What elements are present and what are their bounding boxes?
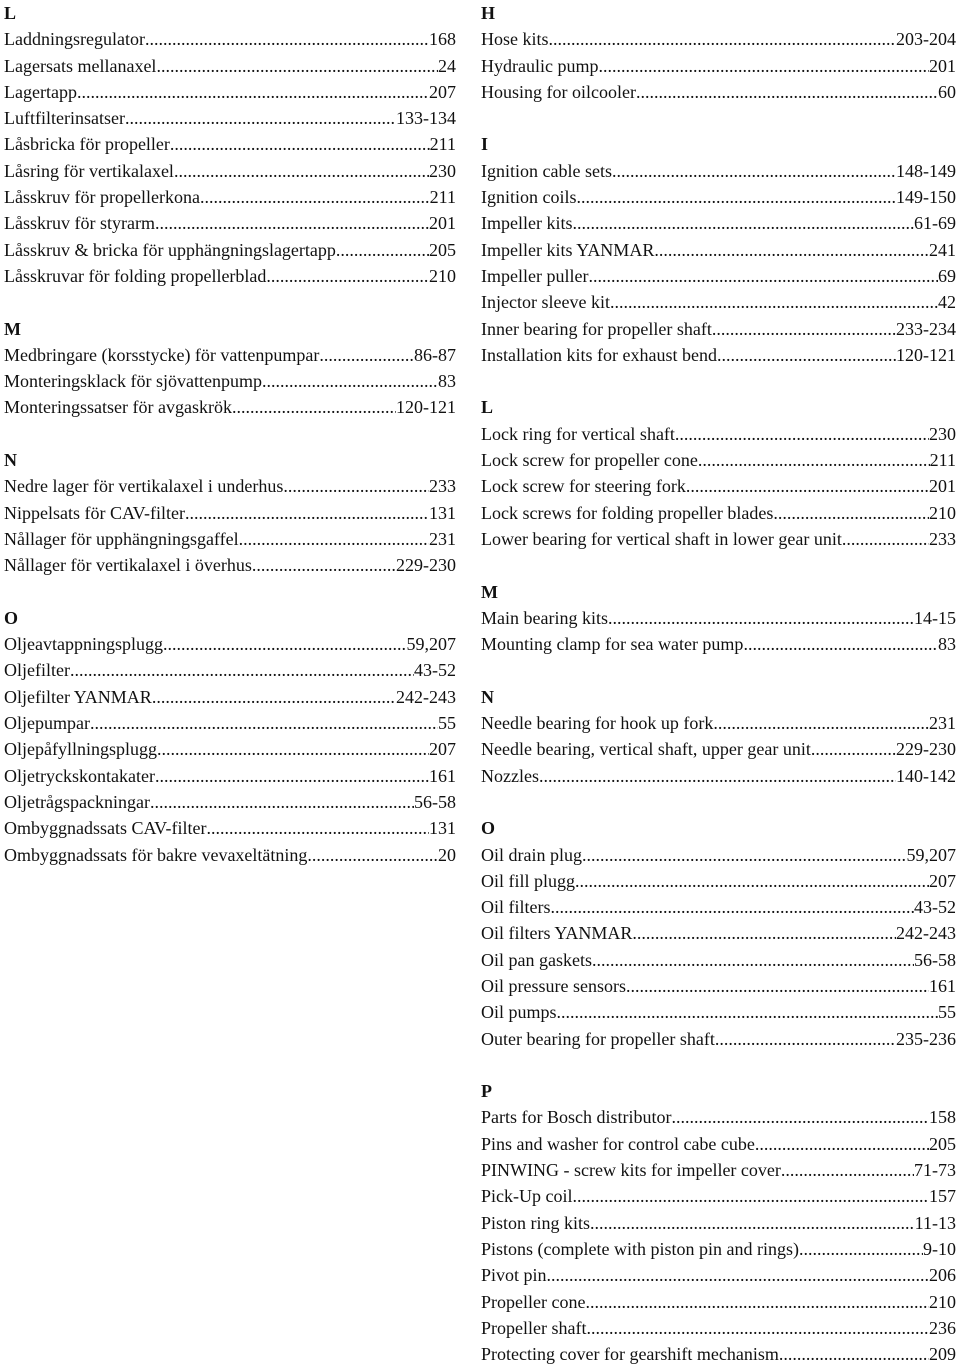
- entry-label: Låsskruv för styrarm: [4, 213, 155, 234]
- entry-page-number: 148-149: [896, 160, 956, 181]
- index-entry: [481, 1131, 956, 1157]
- index-entry: [481, 158, 956, 184]
- index-entry: [481, 1157, 956, 1183]
- index-entry: [481, 316, 956, 342]
- entry-page-number: 210: [929, 1291, 956, 1312]
- index-column-right: [481, 0, 956, 1367]
- entry-page-number: 210: [929, 502, 956, 523]
- index-entry: [481, 421, 956, 447]
- entry-label: Needle bearing, vertical shaft, upper gear unit: [481, 739, 811, 760]
- dot-leader: [577, 184, 897, 210]
- entry-page-number: 205: [429, 239, 456, 260]
- index-entry: [4, 789, 456, 815]
- dot-leader: [842, 526, 929, 552]
- entry-page-number: 43-52: [414, 660, 456, 681]
- dot-leader: [811, 736, 896, 762]
- entry-label: Mounting clamp for sea water pump: [481, 634, 744, 655]
- entry-label: Nozzles: [481, 765, 539, 786]
- index-entry: [481, 237, 956, 263]
- dot-leader: [610, 289, 938, 315]
- entry-label: Propeller cone: [481, 1291, 586, 1312]
- dot-leader: [145, 26, 429, 52]
- dot-leader: [557, 999, 938, 1025]
- index-section: [4, 447, 456, 578]
- index-entry: [481, 999, 956, 1025]
- entry-page-number: 60: [938, 81, 956, 102]
- index-entry: [481, 79, 956, 105]
- index-entry: [4, 263, 456, 289]
- dot-leader: [155, 763, 429, 789]
- entry-label: Oljetrågspackningar: [4, 791, 150, 812]
- entry-label: Parts for Bosch distributor: [481, 1107, 672, 1128]
- entry-page-number: 83: [938, 634, 956, 655]
- index-entry: [4, 552, 456, 578]
- entry-label: Ignition cable sets: [481, 160, 612, 181]
- index-entry: [481, 1315, 956, 1341]
- dot-leader: [174, 158, 429, 184]
- dot-leader: [152, 684, 396, 710]
- entry-label: Needle bearing for hook up fork: [481, 713, 714, 734]
- entry-label: Hose kits: [481, 29, 549, 50]
- index-entry: [4, 394, 456, 420]
- dot-leader: [582, 842, 907, 868]
- entry-page-number: 231: [429, 528, 456, 549]
- entry-page-number: 161: [429, 765, 456, 786]
- entry-label: Laddningsregulator: [4, 29, 145, 50]
- entry-label: Lock screw for steering fork: [481, 476, 686, 497]
- section-gap: [4, 289, 456, 315]
- entry-page-number: 231: [929, 713, 956, 734]
- entry-label: Pistons (complete with piston pin and rings): [481, 1238, 799, 1259]
- entry-page-number: 24: [438, 55, 456, 76]
- index-section: [4, 605, 456, 868]
- index-entry: [4, 710, 456, 736]
- entry-page-number: 131: [429, 818, 456, 839]
- index-entry: [481, 947, 956, 973]
- dot-leader: [636, 79, 938, 105]
- dot-leader: [307, 842, 438, 868]
- entry-label: Propeller shaft: [481, 1317, 587, 1338]
- entry-label: Medbringare (korsstycke) för vattenpumpar: [4, 344, 320, 365]
- entry-page-number: 20: [438, 844, 456, 865]
- index-entry: [481, 263, 956, 289]
- entry-page-number: 201: [929, 476, 956, 497]
- entry-label: Oil pan gaskets: [481, 949, 592, 970]
- section-gap: [481, 368, 956, 394]
- entry-label: Injector sleeve kit: [481, 292, 610, 313]
- section-letter-heading: N: [481, 686, 494, 707]
- dot-leader: [252, 552, 396, 578]
- section-letter-heading: P: [481, 1081, 492, 1102]
- entry-label: Oil pumps: [481, 1002, 557, 1023]
- index-section: [4, 0, 456, 289]
- entry-page-number: 161: [929, 975, 956, 996]
- entry-page-number: 241: [929, 239, 956, 260]
- entry-label: PINWING - screw kits for impeller cover: [481, 1160, 781, 1181]
- entry-label: Oljefilter: [4, 660, 70, 681]
- entry-page-number: 242-243: [396, 686, 456, 707]
- entry-label: Lock ring for vertical shaft: [481, 423, 675, 444]
- section-gap: [481, 657, 956, 683]
- entry-page-number: 201: [929, 55, 956, 76]
- dot-leader: [717, 342, 896, 368]
- index-entry: [4, 736, 456, 762]
- index-entry: [481, 447, 956, 473]
- section-gap: [481, 105, 956, 131]
- index-entry: [481, 973, 956, 999]
- entry-label: Oljepumpar: [4, 713, 90, 734]
- entry-page-number: 229-230: [396, 555, 456, 576]
- entry-label: Låsskruv för propellerkona: [4, 187, 200, 208]
- dot-leader: [232, 394, 396, 420]
- dot-leader: [547, 1262, 929, 1288]
- section-gap: [4, 579, 456, 605]
- dot-leader: [239, 526, 429, 552]
- dot-leader: [157, 736, 429, 762]
- entry-page-number: 71-73: [914, 1160, 956, 1181]
- index-entry: [4, 210, 456, 236]
- entry-page-number: 233: [429, 476, 456, 497]
- index-entry: [481, 1341, 956, 1367]
- entry-page-number: 56-58: [414, 791, 456, 812]
- index-entry: [481, 1210, 956, 1236]
- dot-leader: [200, 184, 430, 210]
- dot-leader: [686, 473, 929, 499]
- entry-label: Pins and washer for control cabe cube: [481, 1133, 755, 1154]
- index-entry: [481, 1236, 956, 1262]
- dot-leader: [549, 26, 897, 52]
- entry-label: Låsskruv & bricka för upphängningslagertapp: [4, 239, 336, 260]
- entry-label: Inner bearing for propeller shaft: [481, 318, 712, 339]
- entry-page-number: 69: [938, 265, 956, 286]
- dot-leader: [592, 947, 914, 973]
- index-section: [481, 1078, 956, 1367]
- index-entry: [481, 605, 956, 631]
- index-entry: [481, 184, 956, 210]
- dot-leader: [163, 631, 407, 657]
- index-section: [481, 131, 956, 368]
- entry-page-number: 207: [429, 81, 456, 102]
- entry-page-number: 61-69: [914, 213, 956, 234]
- entry-label: Oljetryckskontakater: [4, 765, 155, 786]
- entry-page-number: 201: [429, 213, 456, 234]
- entry-page-number: 59,207: [906, 844, 956, 865]
- dot-leader: [77, 79, 429, 105]
- dot-leader: [781, 1157, 914, 1183]
- dot-leader: [698, 447, 930, 473]
- dot-leader: [590, 1210, 915, 1236]
- section-letter-heading: O: [4, 607, 19, 628]
- dot-leader: [755, 1131, 929, 1157]
- entry-page-number: 55: [938, 1002, 956, 1023]
- entry-label: Ombyggnadssats CAV-filter: [4, 818, 207, 839]
- index-entry: [4, 158, 456, 184]
- entry-label: Nippelsats för CAV-filter: [4, 502, 185, 523]
- section-letter-heading: M: [481, 581, 498, 602]
- entry-label: Nållager för upphängningsgaffel: [4, 528, 239, 549]
- index-entry: [4, 526, 456, 552]
- entry-label: Lock screw for propeller cone: [481, 450, 698, 471]
- dot-leader: [336, 237, 429, 263]
- entry-label: Ombyggnadssats för bakre vevaxeltätning: [4, 844, 308, 865]
- index-entry: [481, 894, 956, 920]
- dot-leader: [572, 210, 914, 236]
- entry-label: Outer bearing for propeller shaft: [481, 1028, 715, 1049]
- entry-page-number: 209: [929, 1344, 956, 1365]
- dot-leader: [170, 131, 430, 157]
- index-entry: [481, 26, 956, 52]
- index-entry: [4, 105, 456, 131]
- entry-page-number: 233: [929, 528, 956, 549]
- index-entry: [4, 815, 456, 841]
- entry-page-number: 211: [929, 450, 956, 471]
- entry-label: Oljepåfyllningsplugg: [4, 739, 157, 760]
- dot-leader: [675, 421, 929, 447]
- entry-page-number: 207: [429, 739, 456, 760]
- entry-page-number: 203-204: [896, 29, 956, 50]
- index-entry: [481, 1026, 956, 1052]
- index-entry: [4, 79, 456, 105]
- entry-label: Housing for oilcooler: [481, 81, 636, 102]
- entry-label: Piston ring kits: [481, 1212, 591, 1233]
- entry-page-number: 59,207: [406, 634, 456, 655]
- entry-label: Oljefilter YANMAR: [4, 686, 152, 707]
- index-entry: [481, 1104, 956, 1130]
- entry-label: Main bearing kits: [481, 607, 608, 628]
- entry-label: Låsbricka för propeller: [4, 134, 170, 155]
- entry-page-number: 205: [929, 1133, 956, 1154]
- section-letter-heading: O: [481, 818, 496, 839]
- entry-label: Monteringssatser för avgaskrök: [4, 397, 232, 418]
- entry-page-number: 158: [929, 1107, 956, 1128]
- dot-leader: [588, 263, 938, 289]
- index-section: [4, 316, 456, 421]
- entry-label: Oil filters: [481, 897, 551, 918]
- section-gap: [4, 421, 456, 447]
- section-gap: [481, 789, 956, 815]
- dot-leader: [262, 368, 438, 394]
- entry-label: Impeller kits: [481, 213, 573, 234]
- dot-leader: [713, 710, 929, 736]
- entry-label: Nedre lager för vertikalaxel i underhus: [4, 476, 284, 497]
- entry-label: Låsring för vertikalaxel: [4, 160, 174, 181]
- entry-page-number: 242-243: [896, 923, 956, 944]
- entry-label: Låsskruvar för folding propellerblad: [4, 265, 267, 286]
- index-section: [481, 815, 956, 1052]
- dot-leader: [573, 1183, 930, 1209]
- entry-page-number: 236: [929, 1317, 956, 1338]
- dot-leader: [799, 1236, 923, 1262]
- dot-leader: [779, 1341, 929, 1367]
- index-entry: [481, 342, 956, 368]
- index-entry: [481, 763, 956, 789]
- dot-leader: [585, 1289, 929, 1315]
- dot-leader: [672, 1104, 930, 1130]
- dot-leader: [626, 973, 929, 999]
- index-section: [481, 684, 956, 789]
- section-letter-heading: L: [481, 397, 494, 418]
- dot-leader: [125, 105, 396, 131]
- entry-page-number: 233-234: [896, 318, 956, 339]
- entry-page-number: 133-134: [396, 108, 456, 129]
- entry-page-number: 120-121: [896, 344, 956, 365]
- entry-page-number: 131: [429, 502, 456, 523]
- entry-label: Installation kits for exhaust bend: [481, 344, 717, 365]
- index-entry: [4, 368, 456, 394]
- index-section: [481, 394, 956, 552]
- index-entry: [4, 842, 456, 868]
- entry-page-number: 14-15: [914, 607, 956, 628]
- index-entry: [481, 210, 956, 236]
- entry-label: Protecting cover for gearshift mechanism: [481, 1344, 779, 1365]
- index-entry: [481, 920, 956, 946]
- index-section: [481, 0, 956, 105]
- entry-label: Impeller kits YANMAR: [481, 239, 655, 260]
- index-entry: [481, 710, 956, 736]
- index-entry: [4, 500, 456, 526]
- entry-page-number: 149-150: [896, 187, 956, 208]
- dot-leader: [654, 237, 929, 263]
- section-letter-heading: N: [4, 450, 17, 471]
- entry-page-number: 56-58: [914, 949, 956, 970]
- index-entry: [4, 473, 456, 499]
- entry-label: Oil filters YANMAR: [481, 923, 633, 944]
- entry-label: Ignition coils: [481, 187, 577, 208]
- index-entry: [4, 657, 456, 683]
- entry-page-number: 210: [429, 265, 456, 286]
- index-entry: [4, 26, 456, 52]
- index-entry: [481, 473, 956, 499]
- dot-leader: [185, 500, 429, 526]
- dot-leader: [598, 53, 929, 79]
- index-entry: [4, 131, 456, 157]
- entry-label: Lock screws for folding propeller blades: [481, 502, 774, 523]
- entry-page-number: 83: [438, 371, 456, 392]
- dot-leader: [207, 815, 430, 841]
- entry-label: Pivot pin: [481, 1265, 547, 1286]
- index-entry: [481, 736, 956, 762]
- entry-page-number: 55: [438, 713, 456, 734]
- entry-label: Oil drain plug: [481, 844, 582, 865]
- dot-leader: [319, 342, 414, 368]
- entry-label: Lagertapp: [4, 81, 77, 102]
- entry-page-number: 211: [429, 134, 456, 155]
- entry-page-number: 86-87: [414, 344, 456, 365]
- entry-page-number: 235-236: [896, 1028, 956, 1049]
- index-entry: [481, 500, 956, 526]
- section-letter-heading: M: [4, 318, 21, 339]
- dot-leader: [773, 500, 929, 526]
- entry-label: Monteringsklack för sjövattenpump: [4, 371, 262, 392]
- index-entry: [4, 684, 456, 710]
- entry-page-number: 9-10: [923, 1238, 956, 1259]
- dot-leader: [575, 868, 929, 894]
- index-entry: [4, 53, 456, 79]
- entry-page-number: 230: [929, 423, 956, 444]
- dot-leader: [150, 789, 414, 815]
- index-entry: [481, 1183, 956, 1209]
- dot-leader: [266, 263, 429, 289]
- entry-label: Nållager för vertikalaxel i överhus: [4, 555, 252, 576]
- index-entry: [4, 631, 456, 657]
- dot-leader: [586, 1315, 929, 1341]
- entry-label: Oil fill plugg: [481, 870, 575, 891]
- index-entry: [481, 868, 956, 894]
- index-section: [481, 579, 956, 658]
- dot-leader: [90, 710, 438, 736]
- index-entry: [481, 53, 956, 79]
- entry-page-number: 42: [938, 292, 956, 313]
- dot-leader: [712, 316, 896, 342]
- dot-leader: [608, 605, 914, 631]
- entry-page-number: 43-52: [914, 897, 956, 918]
- dot-leader: [612, 158, 896, 184]
- dot-leader: [70, 657, 414, 683]
- entry-label: Impeller puller: [481, 265, 589, 286]
- section-letter-heading: H: [481, 3, 496, 23]
- section-gap: [481, 552, 956, 578]
- index-entry: [4, 184, 456, 210]
- index-entry: [481, 1289, 956, 1315]
- entry-page-number: 140-142: [896, 765, 956, 786]
- entry-label: Pick-Up coil: [481, 1186, 573, 1207]
- dot-leader: [632, 920, 896, 946]
- index-entry: [481, 631, 956, 657]
- dot-leader: [551, 894, 915, 920]
- dot-leader: [283, 473, 429, 499]
- index-entry: [4, 237, 456, 263]
- dot-leader: [715, 1026, 896, 1052]
- index-entry: [481, 526, 956, 552]
- dot-leader: [156, 53, 438, 79]
- index-entry: [481, 842, 956, 868]
- entry-label: Oil pressure sensors: [481, 975, 626, 996]
- entry-label: Hydraulic pump: [481, 55, 599, 76]
- index-entry: [481, 1262, 956, 1288]
- entry-label: Luftfilterinsatser: [4, 108, 125, 129]
- entry-page-number: 11-13: [914, 1212, 956, 1233]
- dot-leader: [743, 631, 938, 657]
- dot-leader: [539, 763, 896, 789]
- entry-label: Lower bearing for vertical shaft in lower gear unit: [481, 528, 842, 549]
- entry-page-number: 211: [429, 187, 456, 208]
- entry-page-number: 229-230: [896, 739, 956, 760]
- index-entry: [4, 763, 456, 789]
- index-entry: [481, 289, 956, 315]
- entry-page-number: 206: [929, 1265, 956, 1286]
- dot-leader: [155, 210, 429, 236]
- entry-page-number: 157: [929, 1186, 956, 1207]
- section-gap: [481, 1052, 956, 1078]
- section-letter-heading: I: [481, 134, 489, 155]
- entry-label: Lagersats mellanaxel: [4, 55, 157, 76]
- section-letter-heading: L: [4, 3, 17, 23]
- index-entry: [4, 342, 456, 368]
- entry-page-number: 230: [429, 160, 456, 181]
- entry-label: Oljeavtappningsplugg: [4, 634, 163, 655]
- entry-page-number: 168: [429, 29, 456, 50]
- entry-page-number: 120-121: [396, 397, 456, 418]
- entry-page-number: 207: [929, 870, 956, 891]
- index-column-left: [4, 0, 456, 868]
